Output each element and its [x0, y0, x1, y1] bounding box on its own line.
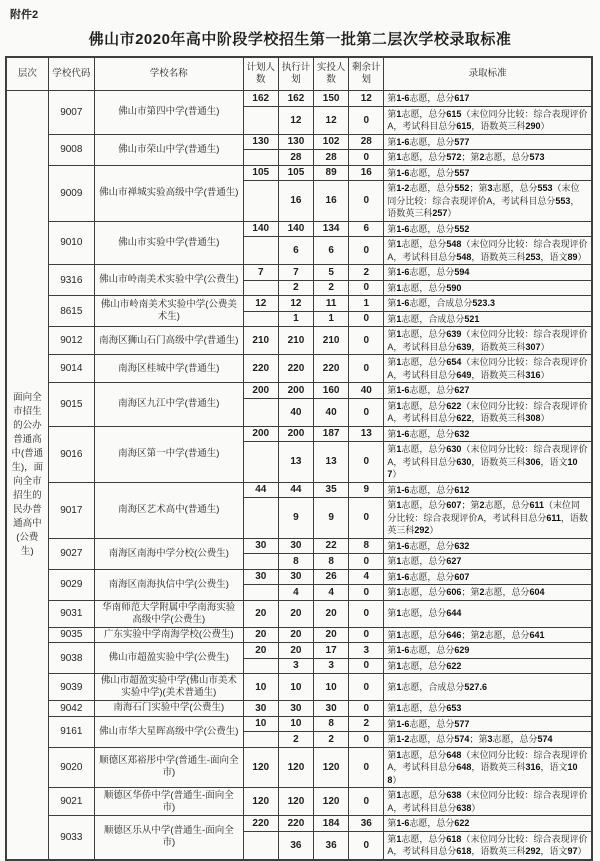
table-row: [6, 627, 592, 643]
cell-standard: 第1志愿，总分622（末位同分比较：综合表现评价A，考试科目总分622，语数英三科308）: [384, 398, 592, 426]
cell-actual: 8: [314, 554, 349, 570]
cell-actual: 3: [314, 658, 349, 674]
cell-actual: 17: [314, 643, 349, 659]
school-name: 顺德区郑裕彤中学(普通生-面向全市): [94, 747, 243, 788]
school-code: 9015: [48, 383, 94, 427]
cell-remaining: 0: [349, 442, 384, 483]
cell-standard: 第1-6志愿，总分632: [384, 538, 592, 554]
cell-standard: 第1-6志愿，合成总分523.3: [384, 296, 592, 312]
school-name: 佛山市禅城实验高级中学(普通生): [94, 165, 243, 221]
cell-executed: 120: [278, 788, 313, 816]
cell-actual: 22: [314, 538, 349, 554]
school-name: 顺德区华侨中学(普通生-面向全市): [94, 788, 243, 816]
school-code: 9017: [48, 482, 94, 538]
cell-executed: 220: [278, 816, 313, 832]
cell-executed: 4: [278, 585, 313, 601]
cell-actual: 220: [314, 355, 349, 383]
table-row: [6, 426, 592, 442]
cell-remaining: 0: [349, 600, 384, 627]
cell-planned: 220: [243, 355, 278, 383]
school-code: 9161: [48, 716, 94, 747]
table-row: [6, 788, 592, 816]
cell-actual: 187: [314, 426, 349, 442]
school-name: 南海区南海执信中学(公费生): [94, 569, 243, 600]
level-cell: 面向全市招生的公办普通高中(普通生)，面向全市招生的民办普通高中(公费生): [6, 91, 48, 860]
cell-remaining: 36: [349, 816, 384, 832]
cell-remaining: 2: [349, 716, 384, 732]
cell-actual: 1: [314, 311, 349, 327]
cell-executed: 2: [278, 280, 313, 296]
school-code: 9020: [48, 747, 94, 788]
school-code: 9008: [48, 134, 94, 165]
school-name: 南海区南海中学分校(公费生): [94, 538, 243, 569]
cell-planned: 120: [243, 788, 278, 816]
cell-actual: 134: [314, 221, 349, 237]
cell-executed: 105: [278, 165, 313, 181]
attachment-label: 附件2: [10, 9, 39, 21]
cell-planned: 130: [243, 134, 278, 150]
cell-remaining: 28: [349, 134, 384, 150]
cell-remaining: 0: [349, 585, 384, 601]
table-row: [6, 296, 592, 312]
cell-planned: 30: [243, 569, 278, 585]
cell-standard: 第1-6志愿，总分632: [384, 426, 592, 442]
cell-remaining: 0: [349, 627, 384, 643]
cell-remaining: 0: [349, 747, 384, 788]
cell-standard: 第1-6志愿，总分594: [384, 265, 592, 281]
school-name: 南海区狮山石门高级中学(普通生): [94, 327, 243, 355]
cell-planned: 10: [243, 716, 278, 732]
cell-actual: 2: [314, 280, 349, 296]
table-row: [6, 482, 592, 498]
table-row: [6, 265, 592, 281]
school-code: 9033: [48, 816, 94, 860]
cell-remaining: 9: [349, 482, 384, 498]
cell-planned: 105: [243, 165, 278, 181]
cell-planned: 7: [243, 265, 278, 281]
table-row: [6, 91, 592, 107]
cell-standard: 第1志愿，总分654（末位同分比较：综合表现评价A，考试科目总分649，语数英三科316）: [384, 355, 592, 383]
cell-remaining: 0: [349, 327, 384, 355]
cell-executed: 7: [278, 265, 313, 281]
school-name: 南海区桂城中学(普通生): [94, 355, 243, 383]
cell-executed: 12: [278, 296, 313, 312]
cell-executed: 140: [278, 221, 313, 237]
cell-actual: 40: [314, 398, 349, 426]
table-header-row: [6, 57, 592, 91]
header-school-code: 学校代码: [48, 57, 94, 91]
cell-executed: 28: [278, 150, 313, 166]
cell-standard: 第1志愿，合成总分521: [384, 311, 592, 327]
cell-remaining: 12: [349, 91, 384, 107]
cell-actual: 36: [314, 831, 349, 860]
cell-executed: 162: [278, 91, 313, 107]
cell-planned: 140: [243, 221, 278, 237]
cell-executed: 36: [278, 831, 313, 860]
header-actual: 实投人数: [314, 57, 349, 91]
cell-standard: 第1-6志愿，总分577: [384, 134, 592, 150]
cell-standard: 第1志愿，总分644: [384, 600, 592, 627]
cell-planned: 200: [243, 383, 278, 399]
cell-standard: 第1志愿，总分622: [384, 658, 592, 674]
cell-planned: 20: [243, 627, 278, 643]
cell-remaining: 0: [349, 398, 384, 426]
school-name: 南海区艺术高中(普通生): [94, 482, 243, 538]
cell-executed: 2: [278, 732, 313, 748]
cell-standard: 第1志愿，总分606；第2志愿，总分604: [384, 585, 592, 601]
cell-remaining: 0: [349, 732, 384, 748]
school-name: 佛山市超盈实验中学(公费生): [94, 643, 243, 674]
cell-executed: 30: [278, 538, 313, 554]
cell-standard: 第1-6志愿，总分552: [384, 221, 592, 237]
cell-remaining: 40: [349, 383, 384, 399]
cell-remaining: 0: [349, 674, 384, 701]
cell-remaining: 0: [349, 498, 384, 539]
school-table-body: [6, 91, 592, 860]
cell-executed: 6: [278, 237, 313, 265]
cell-actual: 2: [314, 732, 349, 748]
cell-actual: 28: [314, 150, 349, 166]
cell-planned: [243, 442, 278, 483]
school-code: 9010: [48, 221, 94, 265]
cell-actual: 4: [314, 585, 349, 601]
cell-executed: 220: [278, 355, 313, 383]
cell-executed: 16: [278, 181, 313, 222]
table-row: [6, 134, 592, 150]
cell-planned: [243, 181, 278, 222]
table-row: [6, 701, 592, 717]
cell-standard: 第1-6志愿，总分557: [384, 165, 592, 181]
cell-standard: 第1-6志愿，总分622: [384, 816, 592, 832]
cell-actual: 89: [314, 165, 349, 181]
cell-planned: 162: [243, 91, 278, 107]
cell-actual: 26: [314, 569, 349, 585]
school-code: 9012: [48, 327, 94, 355]
cell-remaining: 0: [349, 311, 384, 327]
cell-actual: 9: [314, 498, 349, 539]
cell-remaining: 16: [349, 165, 384, 181]
cell-planned: [243, 554, 278, 570]
cell-planned: 220: [243, 816, 278, 832]
cell-standard: 第1志愿，总分627: [384, 554, 592, 570]
cell-planned: [243, 106, 278, 134]
header-planned: 计划人数: [243, 57, 278, 91]
cell-standard: 第1志愿，合成总分527.6: [384, 674, 592, 701]
header-executed: 执行计划: [278, 57, 313, 91]
cell-planned: 30: [243, 701, 278, 717]
table-row: [6, 355, 592, 383]
school-code: 9035: [48, 627, 94, 643]
school-name: 南海区九江中学(普通生): [94, 383, 243, 427]
cell-actual: 120: [314, 788, 349, 816]
cell-actual: 160: [314, 383, 349, 399]
school-name: 佛山市超盈实验中学(佛山市美术实验中学)(美术普通生): [94, 674, 243, 701]
header-remaining: 剩余计划: [349, 57, 384, 91]
table-row: [6, 747, 592, 788]
table-row: [6, 643, 592, 659]
cell-actual: 20: [314, 600, 349, 627]
table-row: [6, 816, 592, 832]
cell-standard: 第1志愿，总分607；第2志愿，总分611（末位同分比较：综合表现评价A，考试科目总分611，语数英三科292）: [384, 498, 592, 539]
header-standard: 录取标准: [384, 57, 592, 91]
school-code: 8615: [48, 296, 94, 327]
cell-standard: 第1-6志愿，总分629: [384, 643, 592, 659]
cell-planned: [243, 280, 278, 296]
cell-executed: 12: [278, 106, 313, 134]
cell-executed: 1: [278, 311, 313, 327]
cell-remaining: 0: [349, 788, 384, 816]
admission-standards-table: [5, 56, 593, 861]
page-title: 佛山市2020年高中阶段学校招生第一批第二层次学校录取标准: [88, 31, 512, 48]
cell-standard: 第1志愿，总分618（末位同分比较：综合表现评价A，考试科目总分618，语数英三科292，语文97）: [384, 831, 592, 860]
cell-executed: 8: [278, 554, 313, 570]
school-code: 9016: [48, 426, 94, 482]
cell-planned: [243, 237, 278, 265]
school-name: 佛山市岭南美术实验中学(公费生): [94, 265, 243, 296]
cell-planned: 20: [243, 643, 278, 659]
cell-standard: 第1-6志愿，总分607: [384, 569, 592, 585]
cell-standard: 第1志愿，总分548（末位同分比较：综合表现评价A，考试科目总分548，语数英三科253，语文89）: [384, 237, 592, 265]
cell-actual: 13: [314, 442, 349, 483]
school-name: 佛山市实验中学(普通生): [94, 221, 243, 265]
cell-remaining: 6: [349, 221, 384, 237]
cell-executed: 30: [278, 701, 313, 717]
table-row: [6, 538, 592, 554]
cell-remaining: 4: [349, 569, 384, 585]
school-name: 南海石门实验中学(公费生): [94, 701, 243, 717]
table-row: [6, 221, 592, 237]
cell-actual: 150: [314, 91, 349, 107]
cell-planned: [243, 732, 278, 748]
table-row: [6, 674, 592, 701]
cell-planned: 30: [243, 538, 278, 554]
cell-executed: 120: [278, 747, 313, 788]
cell-executed: 10: [278, 716, 313, 732]
table-row: [6, 716, 592, 732]
cell-remaining: 1: [349, 296, 384, 312]
cell-standard: 第1志愿，总分646；第2志愿，总分641: [384, 627, 592, 643]
cell-standard: 第1志愿，总分615（末位同分比较：综合表现评价A，考试科目总分615，语数英三科290）: [384, 106, 592, 134]
cell-executed: 200: [278, 383, 313, 399]
table-row: [6, 165, 592, 181]
cell-actual: 35: [314, 482, 349, 498]
school-code: 9027: [48, 538, 94, 569]
table-row: [6, 383, 592, 399]
cell-remaining: 3: [349, 643, 384, 659]
school-code: 9014: [48, 355, 94, 383]
cell-planned: [243, 398, 278, 426]
cell-standard: 第1-6志愿，总分612: [384, 482, 592, 498]
cell-executed: 40: [278, 398, 313, 426]
cell-executed: 13: [278, 442, 313, 483]
cell-planned: [243, 831, 278, 860]
school-code: 9042: [48, 701, 94, 717]
cell-actual: 30: [314, 701, 349, 717]
cell-remaining: 2: [349, 265, 384, 281]
cell-remaining: 13: [349, 426, 384, 442]
cell-remaining: 0: [349, 181, 384, 222]
cell-executed: 130: [278, 134, 313, 150]
cell-actual: 20: [314, 627, 349, 643]
table-row: [6, 569, 592, 585]
school-name: 佛山市华大星晖高级中学(公费生): [94, 716, 243, 747]
cell-remaining: 0: [349, 554, 384, 570]
cell-standard: 第1-2志愿，总分574；第3志愿，总分574: [384, 732, 592, 748]
cell-standard: 第1志愿，总分572；第2志愿，总分573: [384, 150, 592, 166]
cell-actual: 5: [314, 265, 349, 281]
cell-executed: 20: [278, 643, 313, 659]
school-name: 广东实验中学南海学校(公费生): [94, 627, 243, 643]
cell-planned: 120: [243, 747, 278, 788]
cell-executed: 210: [278, 327, 313, 355]
school-name: 顺德区乐从中学(普通生-面向全市): [94, 816, 243, 860]
cell-planned: [243, 585, 278, 601]
school-code: 9039: [48, 674, 94, 701]
cell-standard: 第1-6志愿，总分627: [384, 383, 592, 399]
cell-standard: 第1志愿，总分639（末位同分比较：综合表现评价A，考试科目总分639，语数英三科307）: [384, 327, 592, 355]
school-name: 南海区第一中学(普通生): [94, 426, 243, 482]
cell-planned: [243, 311, 278, 327]
cell-remaining: 8: [349, 538, 384, 554]
cell-actual: 8: [314, 716, 349, 732]
cell-actual: 120: [314, 747, 349, 788]
school-code: 9029: [48, 569, 94, 600]
cell-planned: 210: [243, 327, 278, 355]
cell-actual: 16: [314, 181, 349, 222]
cell-actual: 10: [314, 674, 349, 701]
cell-standard: 第1志愿，总分648（末位同分比较：综合表现评价A，考试科目总分648，语数英三科316，语文108）: [384, 747, 592, 788]
cell-executed: 44: [278, 482, 313, 498]
cell-actual: 12: [314, 106, 349, 134]
cell-actual: 6: [314, 237, 349, 265]
cell-remaining: 0: [349, 355, 384, 383]
cell-remaining: 0: [349, 280, 384, 296]
cell-planned: 200: [243, 426, 278, 442]
cell-planned: [243, 498, 278, 539]
cell-standard: 第1-2志愿，总分552；第3志愿，总分553（末位同分比较：综合表现评价A，考试科目总分553，语数英三科257）: [384, 181, 592, 222]
cell-executed: 9: [278, 498, 313, 539]
cell-standard: 第1志愿，总分590: [384, 280, 592, 296]
cell-executed: 10: [278, 674, 313, 701]
cell-standard: 第1-6志愿，总分617: [384, 91, 592, 107]
school-code: 9021: [48, 788, 94, 816]
cell-planned: 20: [243, 600, 278, 627]
table-row: [6, 600, 592, 627]
cell-executed: 200: [278, 426, 313, 442]
cell-remaining: 0: [349, 658, 384, 674]
cell-planned: [243, 150, 278, 166]
cell-actual: 210: [314, 327, 349, 355]
school-code: 9038: [48, 643, 94, 674]
school-name: 华南师范大学附属中学南海实验高级中学(公费生): [94, 600, 243, 627]
cell-planned: [243, 658, 278, 674]
cell-executed: 3: [278, 658, 313, 674]
cell-standard: 第1志愿，总分653: [384, 701, 592, 717]
cell-standard: 第1志愿，总分630（末位同分比较：综合表现评价A，考试科目总分630，语数英三科306，语文107）: [384, 442, 592, 483]
cell-remaining: 0: [349, 150, 384, 166]
school-code: 9316: [48, 265, 94, 296]
cell-standard: 第1-6志愿，总分577: [384, 716, 592, 732]
school-name: 佛山市岭南美术实验中学(公费美术生): [94, 296, 243, 327]
cell-planned: 44: [243, 482, 278, 498]
cell-remaining: 0: [349, 237, 384, 265]
cell-planned: 12: [243, 296, 278, 312]
school-code: 9007: [48, 91, 94, 135]
cell-remaining: 0: [349, 701, 384, 717]
cell-executed: 30: [278, 569, 313, 585]
cell-executed: 20: [278, 600, 313, 627]
cell-actual: 11: [314, 296, 349, 312]
cell-remaining: 0: [349, 106, 384, 134]
cell-actual: 184: [314, 816, 349, 832]
header-level: 层次: [6, 57, 48, 91]
school-code: 9009: [48, 165, 94, 221]
table-row: [6, 327, 592, 355]
cell-executed: 20: [278, 627, 313, 643]
cell-actual: 102: [314, 134, 349, 150]
cell-standard: 第1志愿，总分638（末位同分比较：综合表现评价A，考试科目总分638）: [384, 788, 592, 816]
cell-remaining: 0: [349, 831, 384, 860]
school-name: 佛山市第四中学(普通生): [94, 91, 243, 135]
cell-planned: 10: [243, 674, 278, 701]
school-name: 佛山市荣山中学(普通生): [94, 134, 243, 165]
header-school-name: 学校名称: [94, 57, 243, 91]
school-code: 9031: [48, 600, 94, 627]
